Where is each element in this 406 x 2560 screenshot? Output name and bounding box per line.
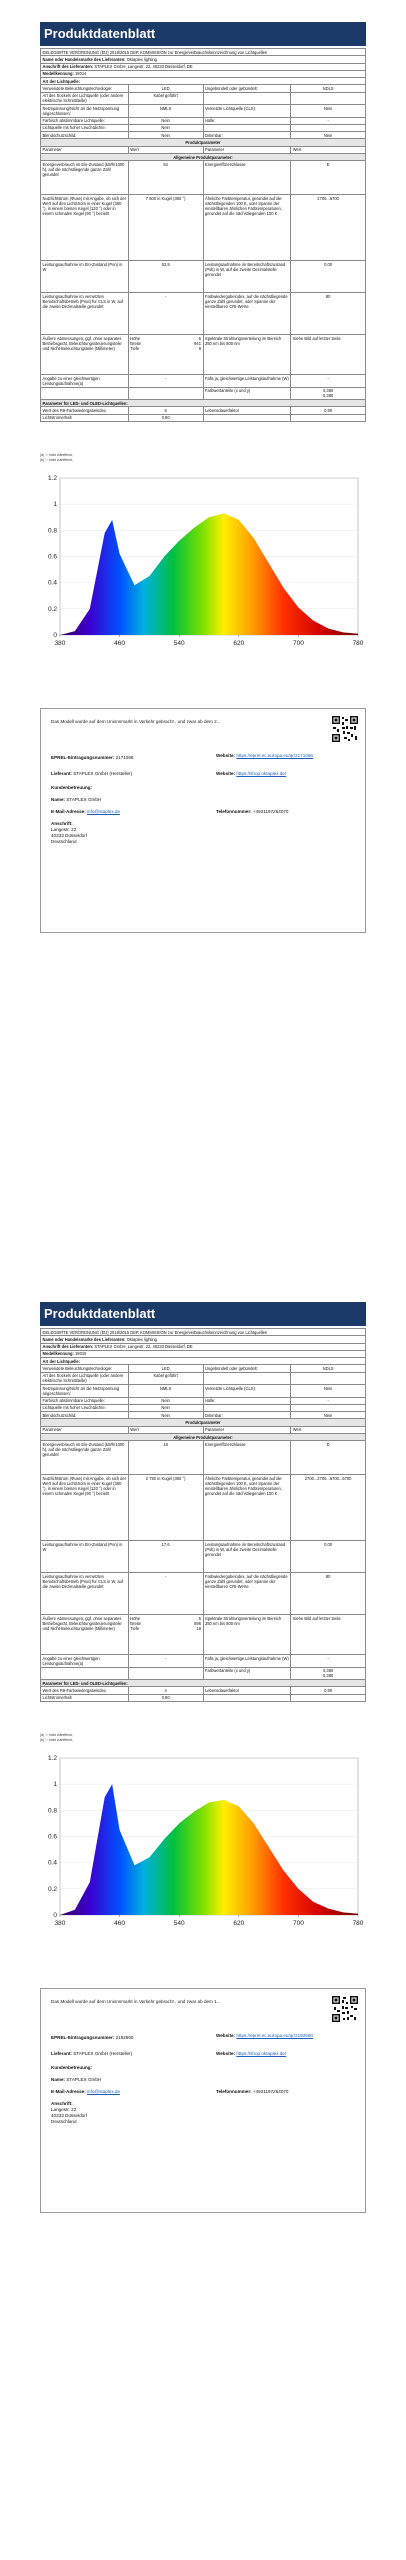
spectrum-point — [149, 1857, 150, 1858]
spectrum-point — [343, 632, 344, 633]
spectrum-point — [75, 631, 76, 632]
spectrum-point — [179, 541, 180, 542]
spectrum-svg — [40, 1750, 366, 1930]
table-row: Energieverbrauch im Ein-Zustand (kWh/1000 h), auf die nächstliegende ganze Zahl gerundet 18 Energieeffizienzklasse D — [41, 1441, 366, 1475]
table-row: Farbwertanteile (x und y) 0,380 0,380 — [41, 1667, 366, 1679]
table-row: Äußere Abmessungen, ggf. ohne separates Betriebsgerät, Beleuchtungssteuerungsteile und Nicht-Beleuchtungsteile (Millimeter) Höhe 5 Breite 941 Tiefe 9 Spektrale Strahlungsverteilung im Bereich 250 nm bis 800 nm Siehe Bild auf letzter Seite — [41, 335, 366, 375]
spectrum-point — [253, 538, 254, 539]
sheet-title: Produktdatenblatt — [40, 22, 366, 46]
spectrum-point — [283, 1870, 284, 1871]
y-tick-label: 0.2 — [47, 1885, 57, 1893]
address-block: Anschrift: Langestr. 22 40233 Düsseldorf Deutschland — [51, 821, 88, 844]
table-row: Farbisch abstimmbare Lichtquelle: Nein Hülle: - — [41, 1397, 366, 1404]
spectrum-point — [283, 588, 284, 589]
email-link[interactable]: info@staplex.de — [87, 2089, 121, 2094]
spectrum-point — [313, 1902, 314, 1903]
spectrum-point — [119, 1830, 120, 1831]
spectrum-point — [253, 1823, 254, 1824]
spectrum-point — [239, 520, 240, 521]
y-tick-label: 1.2 — [47, 1755, 57, 1762]
spec-table: DELEGIERTE VERORDNUNG (EU) 2019/2015 DER KOMMISSION zur Energieverbrauchskennzeichnung von Lichtquellen Name oder Handelsmarke des Lieferanten: Oktaplex lighting Anschrift des Lieferanten: STAPLEX GmbH, Langestr. 22, 40233 Düsseldorf, DE Modellkennung: 18014 Art der Lichtquelle: Verwendete Beleuchtungstechnologie: LED Ungebündelt oder gebündelt: NDLS Art des Sockels der Lichtquelle (oder andere elektrische Schnittstelle) Kabel geführt Netzspannung/Nicht an die Netzspannung angeschlossen: NMLS Vernetzte Lichtquelle (CLS): Nein Farbisch abstimmbare Lichtquelle: Nein Hülle: - Lichtquelle mit hoher Leuchtdichte: Nein Blendschutzschild: Nein Dimmbar: Nein Produktparameter Parameter Wert Parameter Wert Allgemeine Produktparameter: Energieverbrauch im Ein-Zustand (kWh/1000 h), auf die nächstliegende ganze Zahl gerundet 54 Energieeffizienzklasse E Nutzlichtstrom (Φuse) mit Angabe, ob sich der Wert auf den Lichtstrom in einer Kugel (360 °), in einem breiten Kegel (120 °) oder in einem schmalen Kegel (90 °) bezieht 7 500 in Kugel (360 °) Ähnliche Farbtemperatur, gerundet auf die nächstliegenden 100 K, oder Spanne der einstellbaren ähnlichen Farbtemperaturen, gerundet auf die nächstliegenden 100 K 2700...5700 Leistungsaufnahme im Ein-Zustand (Pon) in W 53,9 Leistungsaufnahme im Bereitschaftszustand (Psb) in W, auf die zweite Dezimalstelle gerundet 0,00 Leistungsaufnahme im vernetzten Bereitschaftsbetrieb (Pnet) für CLS in W, auf die zweite Dezimalstelle gerundet - Farbwiedergabeindex, auf die nächstliegende ganze Zahl gerundet, oder Spanne der einstellbaren CRI-Werte 80 Äußere Abmessungen, ggf. ohne separates Betriebsgerät, Beleuchtungssteuerungsteile und Nicht-Beleuchtungsteile (Millimeter) Höhe 5 Breite 941 Tiefe 9 Spektrale Strahlungsverteilung im Bereich 250 nm bis 800 nm Siehe Bild auf letzter Seite Angabe zu einer gleichwertigen Leistungsaufnahme(a) - Falls ja, gleichwertige Leistungsaufnahme (W) - Farbwertanteile (x und y) 0,380 0,380 Parameter für LED- und OLED-Lichtquellen: Wert des R9-Farbwiedergabeindex 6 Lebensdauerfaktor 0,90 Lichtstromerhalt 0,90 — [40, 48, 366, 422]
address-block: Anschrift: Langestr. 22 40233 Düsseldorf Deutschland — [51, 2101, 88, 2124]
table-row: Blendschutzschild: Nein Dimmbar: Nein — [41, 1412, 366, 1419]
x-tick-label: 780 — [352, 640, 364, 647]
table-row: Äußere Abmessungen, ggf. ohne separates Betriebsgerät, Beleuchtungssteuerungsteile und Nicht-Beleuchtungsteile (Millimeter) Höhe 5 Breite 896 Tiefe 19 Spektrale Strahlungsverteilung im Bereich 250 nm bis 800 nm Siehe Bild auf letzter Seite — [41, 1615, 366, 1655]
table-row: Art des Sockels der Lichtquelle (oder andere elektrische Schnittstelle) Kabel geführt — [41, 92, 366, 104]
spectrum-point — [224, 1800, 225, 1801]
email-link[interactable]: info@staplex.de — [87, 809, 121, 814]
spectrum-point — [164, 1839, 165, 1840]
shop-link[interactable]: https://shop.oktaplex.de/ — [236, 771, 287, 776]
spectrum-point — [194, 527, 195, 528]
table-row: Verwendete Beleuchtungstechnologie: LED Ungebündelt oder gebündelt: NDLS — [41, 85, 366, 92]
energy-label-info: Das Modell wurde auf dem Unionsmarkt in Verkehr gebracht , und zwar ab dem 2... EPREL-Eintragungsnummer: 2171066 Website: https://eprel.ec.europa.eu/qr/2171066 Lieferant: STAPLEX GmbH (Hersteller) Website: https://shop.oktaplex.de/ Kundenbetreuung: Name: STAPLEX GmbH E-Mail-Adresse: info@staplex.de Telefonnummer: +4921197264070 Anschrift: Langestr. 22 40233 Düsseldorf Deutschland — [40, 708, 366, 933]
table-row: Wert des R9-Farbwiedergabeindex 6 Lebensdauerfaktor 0,90 — [41, 407, 366, 414]
spectrum-point — [298, 1889, 299, 1890]
x-tick-label: 700 — [292, 1920, 304, 1927]
spectrum-point — [268, 1847, 269, 1848]
spectrum-point — [224, 513, 225, 514]
x-tick-label: 380 — [54, 1920, 66, 1927]
table-row: Netzspannung/Nicht an die Netzspannung angeschlossen: NMLS Vernetzte Lichtquelle (CLS): Nein — [41, 1385, 366, 1397]
table-row: Angabe zu einer gleichwertigen Leistungsaufnahme(a) - Falls ja, gleichwertige Leistungsaufnahme (W) - — [41, 1655, 366, 1667]
table-row: Wert des R9-Farbwiedergabeindex 4 Lebensdauerfaktor 0,90 — [41, 1687, 366, 1694]
qr-code-icon[interactable] — [331, 715, 359, 743]
spectrum-point — [194, 1811, 195, 1812]
spectrum-point — [90, 1882, 91, 1883]
spectrum-point — [313, 620, 314, 621]
spectrum-point — [209, 517, 210, 518]
spectrum-point — [104, 1797, 105, 1798]
x-tick-label: 460 — [114, 1920, 126, 1927]
table-row: Lichtquelle mit hoher Leuchtdichte: Nein — [41, 124, 366, 131]
y-tick-label: 0.4 — [47, 1859, 57, 1867]
table-row: Blendschutzschild: Nein Dimmbar: Nein — [41, 132, 366, 139]
regulation-text: DELEGIERTE VERORDNUNG (EU) 2019/2015 DER KOMMISSION zur Energieverbrauchskennzeichnung von Lichtquellen — [41, 49, 366, 56]
table-row: Leistungsaufnahme im Ein-Zustand (Pon) in W 53,9 Leistungsaufnahme im Bereitschaftszustand (Psb) in W, auf die zweite Dezimalstelle gerundet 0,00 — [41, 261, 366, 293]
market-intro: Das Modell wurde auf dem Unionsmarkt in Verkehr gebracht , und zwar ab dem 1... — [51, 1999, 221, 2004]
spectrum-point — [343, 1912, 344, 1913]
y-tick-label: 1 — [53, 501, 57, 509]
spectrum-chart — [40, 470, 366, 650]
table-row: Angabe zu einer gleichwertigen Leistungsaufnahme(a) - Falls ja, gleichwertige Leistungsaufnahme (W) - — [41, 375, 366, 387]
table-row: Art des Sockels der Lichtquelle (oder andere elektrische Schnittstelle) Kabel geführt — [41, 1372, 366, 1384]
spectrum-point — [134, 1865, 135, 1866]
spectrum-point — [104, 533, 105, 534]
spectrum-point — [119, 554, 120, 555]
spectrum-point — [328, 628, 329, 629]
table-row: Leistungsaufnahme im vernetzten Bereitschaftsbetrieb (Pnet) für CLS in W, auf die zweite Dezimalstelle gerundet - Farbwiedergabeindex, auf die nächstliegende ganze Zahl gerundet, oder Spanne der einstellbaren CRI-Werte 80 — [41, 1573, 366, 1615]
table-row: Lichtquelle mit hoher Leuchtdichte: Nein — [41, 1404, 366, 1411]
footnote: (a) '-': nicht zutreffend; — [40, 453, 73, 457]
y-tick-label: 0.2 — [47, 605, 57, 613]
spectrum-point — [179, 1823, 180, 1824]
spectrum-point — [268, 563, 269, 564]
table-row: Nutzlichtstrom (Φuse) mit Angabe, ob sich der Wert auf den Lichtstrom in einer Kugel (360 °), in einem breiten Kegel (120 °) oder in einem schmalen Kegel (90 °) bezieht 7 500 in Kugel (360 °) Ähnliche Farbtemperatur, gerundet auf die nächstliegenden 100 K, oder Spanne der einstellbaren ähnlichen Farbtemperaturen, gerundet auf die nächstliegenden 100 K 2700...5700 — [41, 195, 366, 261]
energy-label-info: Das Modell wurde auf dem Unionsmarkt in Verkehr gebracht , und zwar ab dem 1... EPREL-Eintragungsnummer: 2192560 Website: https://eprel.ec.europa.eu/qr/2192560 Lieferant: STAPLEX GmbH (Hersteller) Website: https://shop.oktaplex.de/ Kundenbetreuung: Name: STAPLEX GmbH E-Mail-Adresse: info@staplex.de Telefonnummer: +4921197264070 Anschrift: Langestr. 22 40233 Düsseldorf Deutschland — [40, 1988, 366, 2213]
table-row: Energieverbrauch im Ein-Zustand (kWh/1000 h), auf die nächstliegende ganze Zahl gerundet 54 Energieeffizienzklasse E — [41, 161, 366, 195]
regulation-text: DELEGIERTE VERORDNUNG (EU) 2019/2015 DER KOMMISSION zur Energieverbrauchskennzeichnung von Lichtquellen — [41, 1329, 366, 1336]
x-tick-label: 540 — [173, 1920, 185, 1927]
x-tick-label: 460 — [114, 640, 126, 647]
spectrum-point — [358, 633, 359, 634]
table-row: Leistungsaufnahme im Ein-Zustand (Pon) in W 17,6 Leistungsaufnahme im Bereitschaftszustand (Psb) in W, auf die zweite Dezimalstelle gerundet 0,00 — [41, 1541, 366, 1573]
qr-code-icon[interactable] — [331, 1995, 359, 2023]
sheet-title: Produktdatenblatt — [40, 1302, 366, 1326]
table-row: Lichtstromerhalt 0,90 — [41, 1694, 366, 1701]
x-tick-label: 700 — [292, 640, 304, 647]
spectrum-svg — [40, 470, 366, 650]
table-row: Farbisch abstimmbare Lichtquelle: Nein Hülle: - — [41, 117, 366, 124]
y-tick-label: 0 — [53, 1912, 57, 1919]
table-row: Nutzlichtstrom (Φuse) mit Angabe, ob sich der Wert auf den Lichtstrom in einer Kugel (360 °), in einem breiten Kegel (120 °) oder in einem schmalen Kegel (90 °) bezieht 2 750 in Kugel (360 °) Ähnliche Farbtemperatur, gerundet auf die nächstliegenden 100 K, oder Spanne der einstellbaren ähnlichen Farbtemperaturen, gerundet auf die nächstliegenden 100 K 2700...2700...5700...5700 — [41, 1475, 366, 1541]
y-tick-label: 0.6 — [47, 1833, 57, 1841]
spectrum-point — [75, 1909, 76, 1910]
eprel-link[interactable]: https://eprel.ec.europa.eu/qr/2192560 — [236, 2033, 313, 2038]
spectrum-chart — [40, 1750, 366, 1930]
y-tick-label: 0.4 — [47, 579, 57, 587]
table-row: Verwendete Beleuchtungstechnologie: LED Ungebündelt oder gebündelt: NDLS — [41, 1365, 366, 1372]
x-tick-label: 380 — [54, 640, 66, 647]
x-tick-label: 780 — [352, 1920, 364, 1927]
spectrum-point — [209, 1802, 210, 1803]
spectrum-point — [164, 556, 165, 557]
table-row: Farbwertanteile (x und y) 0,380 0,380 — [41, 387, 366, 399]
x-tick-label: 620 — [233, 1920, 245, 1927]
footnote: (a) '-': nicht zutreffend; — [40, 1733, 73, 1737]
x-tick-label: 540 — [173, 640, 185, 647]
y-tick-label: 0.6 — [47, 553, 57, 561]
x-tick-label: 620 — [233, 640, 245, 647]
spectrum-point — [239, 1806, 240, 1807]
y-tick-label: 0 — [53, 632, 57, 639]
spectrum-point — [328, 1908, 329, 1909]
spectrum-point — [149, 576, 150, 577]
spectrum-point — [358, 1913, 359, 1914]
spec-table: DELEGIERTE VERORDNUNG (EU) 2019/2015 DER KOMMISSION zur Energieverbrauchskennzeichnung von Lichtquellen Name oder Handelsmarke des Lieferanten: Oktaplex lighting Anschrift des Lieferanten: STAPLEX GmbH, Langestr. 22, 40233 Düsseldorf, DE Modellkennung: 18015 Art der Lichtquelle: Verwendete Beleuchtungstechnologie: LED Ungebündelt oder gebündelt: NDLS Art des Sockels der Lichtquelle (oder andere elektrische Schnittstelle) Kabel geführt Netzspannung/Nicht an die Netzspannung angeschlossen: NMLS Vernetzte Lichtquelle (CLS): Nein Farbisch abstimmbare Lichtquelle: Nein Hülle: - Lichtquelle mit hoher Leuchtdichte: Nein Blendschutzschild: Nein Dimmbar: Nein Produktparameter Parameter Wert Parameter Wert Allgemeine Produktparameter: Energieverbrauch im Ein-Zustand (kWh/1000 h), auf die nächstliegende ganze Zahl gerundet 18 Energieeffizienzklasse D Nutzlichtstrom (Φuse) mit Angabe, ob sich der Wert auf den Lichtstrom in einer Kugel (360 °), in einem breiten Kegel (120 °) oder in einem schmalen Kegel (90 °) bezieht 2 750 in Kugel (360 °) Ähnliche Farbtemperatur, gerundet auf die nächstliegenden 100 K, oder Spanne der einstellbaren ähnlichen Farbtemperaturen, gerundet auf die nächstliegenden 100 K 2700...2700...5700...5700 Leistungsaufnahme im Ein-Zustand (Pon) in W 17,6 Leistungsaufnahme im Bereitschaftszustand (Psb) in W, auf die zweite Dezimalstelle gerundet 0,00 Leistungsaufnahme im vernetzten Bereitschaftsbetrieb (Pnet) für CLS in W, auf die zweite Dezimalstelle gerundet - Farbwiedergabeindex, auf die nächstliegende ganze Zahl gerundet, oder Spanne der einstellbaren CRI-Werte 80 Äußere Abmessungen, ggf. ohne separates Betriebsgerät, Beleuchtungssteuerungsteile und Nicht-Beleuchtungsteile (Millimeter) Höhe 5 Breite 896 Tiefe 19 Spektrale Strahlungsverteilung im Bereich 250 nm bis 800 nm Siehe Bild auf letzter Seite Angabe zu einer gleichwertigen Leistungsaufnahme(a) - Falls ja, gleichwertige Leistungsaufnahme (W) - Farbwertanteile (x und y) 0,380 0,380 Parameter für LED- und OLED-Lichtquellen: Wert des R9-Farbwiedergabeindex 4 Lebensdauerfaktor 0,90 Lichtstromerhalt 0,90 — [40, 1328, 366, 1702]
y-tick-label: 1.2 — [47, 475, 57, 482]
spectrum-point — [298, 607, 299, 608]
footnote: (b) '-': nicht zutreffend; — [40, 458, 73, 462]
table-row: Lichtstromerhalt 0,90 — [41, 414, 366, 421]
y-tick-label: 0.8 — [47, 527, 57, 535]
spectrum-point — [112, 1784, 113, 1785]
table-row: Netzspannung/Nicht an die Netzspannung angeschlossen: NMLS Vernetzte Lichtquelle (CLS): Nein — [41, 105, 366, 117]
market-intro: Das Modell wurde auf dem Unionsmarkt in Verkehr gebracht , und zwar ab dem 2... — [51, 719, 221, 724]
y-tick-label: 1 — [53, 1781, 57, 1789]
shop-link[interactable]: https://shop.oktaplex.de/ — [236, 2051, 287, 2056]
table-row: Leistungsaufnahme im vernetzten Bereitschaftsbetrieb (Pnet) für CLS in W, auf die zweite Dezimalstelle gerundet - Farbwiedergabeindex, auf die nächstliegende ganze Zahl gerundet, oder Spanne der einstellbaren CRI-Werte 80 — [41, 293, 366, 335]
eprel-link[interactable]: https://eprel.ec.europa.eu/qr/2171066 — [236, 753, 313, 758]
spectrum-point — [112, 520, 113, 521]
y-tick-label: 0.8 — [47, 1807, 57, 1815]
spectrum-point — [134, 585, 135, 586]
footnote: (b) '-': nicht zutreffend; — [40, 1738, 73, 1742]
spectrum-point — [90, 609, 91, 610]
